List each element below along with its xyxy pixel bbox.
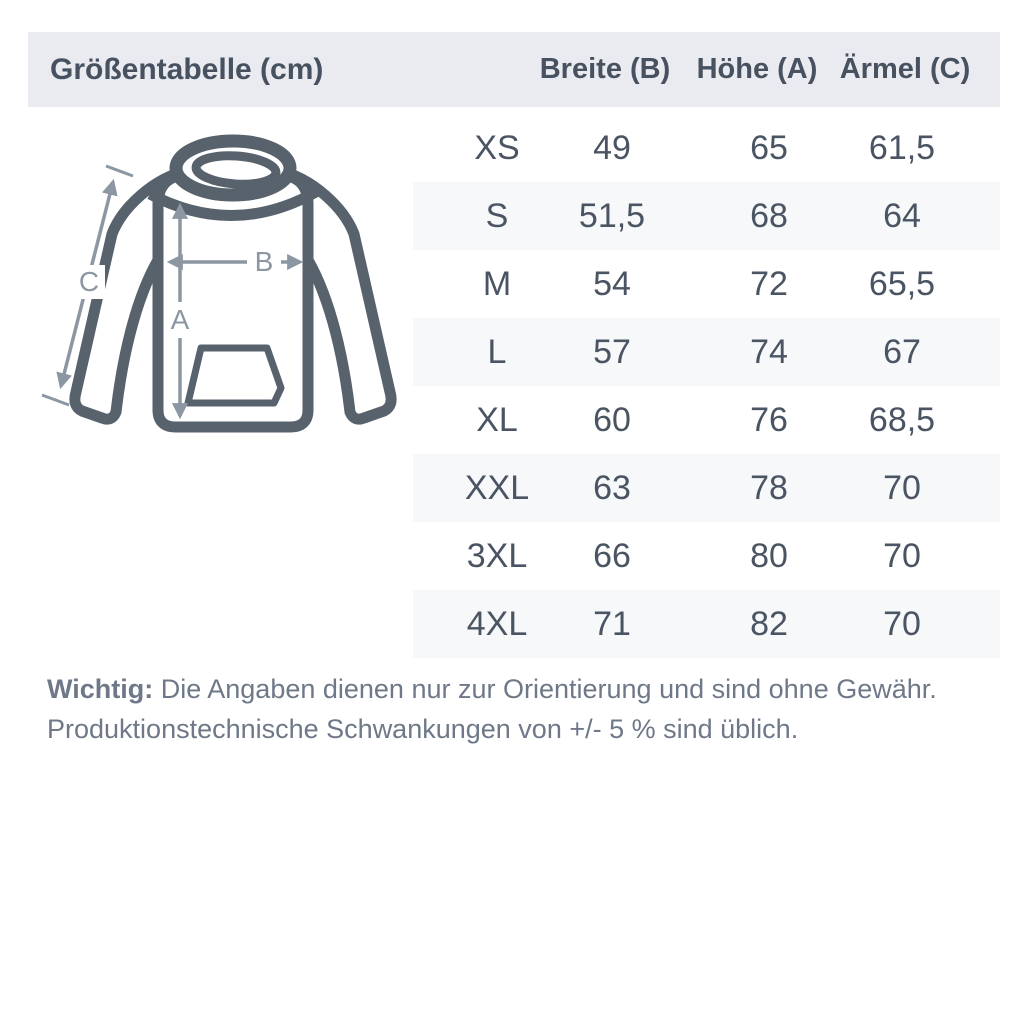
size-label: 3XL	[466, 537, 528, 575]
disclaimer-line-1	[47, 669, 967, 709]
breite-value: 71	[593, 605, 631, 643]
size-table	[413, 114, 1000, 658]
breite-value: 54	[593, 265, 631, 303]
measure-label-c: C	[78, 266, 100, 297]
breite-value: 51,5	[578, 197, 646, 235]
breite-value: 49	[593, 129, 631, 167]
disclaimer-text-1: Die Angaben dienen nur zur Orientierung und sind ohne Gewähr.	[153, 674, 937, 704]
hoodie-diagram	[0, 120, 420, 460]
measure-label-a: A	[170, 304, 190, 335]
size-label: S	[485, 197, 509, 235]
col-header-hoehe: Höhe (A)	[696, 53, 818, 85]
size-label: XL	[476, 401, 518, 439]
hoehe-value: 72	[750, 265, 788, 303]
size-label: 4XL	[466, 605, 528, 643]
table-row	[413, 114, 1000, 182]
aermel-value: 70	[883, 605, 921, 643]
hoehe-value: 68	[750, 197, 788, 235]
size-label: M	[482, 265, 512, 303]
hoehe-value: 80	[750, 537, 788, 575]
hoehe-value: 76	[750, 401, 788, 439]
size-label: XXL	[464, 469, 530, 507]
breite-value: 57	[593, 333, 631, 371]
measure-label-b: B	[254, 246, 274, 277]
disclaimer-line-2: Produktionstechnische Schwankungen von +/- 5 % sind üblich.	[47, 714, 799, 744]
measure-tick-c-top	[106, 166, 133, 176]
measure-tick-c-bottom	[42, 395, 69, 405]
hoehe-value: 65	[750, 129, 788, 167]
size-label: L	[487, 333, 507, 371]
table-row	[413, 386, 1000, 454]
col-header-aermel: Ärmel (C)	[839, 53, 971, 85]
table-row	[413, 318, 1000, 386]
aermel-value: 68,5	[868, 401, 936, 439]
table-row	[413, 182, 1000, 250]
breite-value: 66	[593, 537, 631, 575]
table-row	[413, 522, 1000, 590]
aermel-value: 70	[883, 537, 921, 575]
aermel-value: 65,5	[868, 265, 936, 303]
hoehe-value: 78	[750, 469, 788, 507]
size-label: XS	[474, 129, 520, 167]
aermel-value: 70	[883, 469, 921, 507]
hoehe-value: 82	[750, 605, 788, 643]
breite-value: 60	[593, 401, 631, 439]
breite-value: 63	[593, 469, 631, 507]
table-row	[413, 590, 1000, 658]
table-row	[413, 454, 1000, 522]
page-title: Größentabelle (cm)	[50, 53, 324, 86]
aermel-value: 61,5	[868, 129, 936, 167]
table-row	[413, 250, 1000, 318]
hoodie-hood-opening	[195, 153, 277, 187]
aermel-value: 67	[883, 333, 921, 371]
disclaimer-note	[47, 669, 967, 749]
table-header-bar	[28, 32, 1000, 107]
hoehe-value: 74	[750, 333, 788, 371]
disclaimer-prefix: Wichtig:	[47, 674, 154, 704]
aermel-value: 64	[883, 197, 921, 235]
col-header-breite: Breite (B)	[539, 53, 671, 85]
hoodie-pocket	[188, 348, 281, 403]
